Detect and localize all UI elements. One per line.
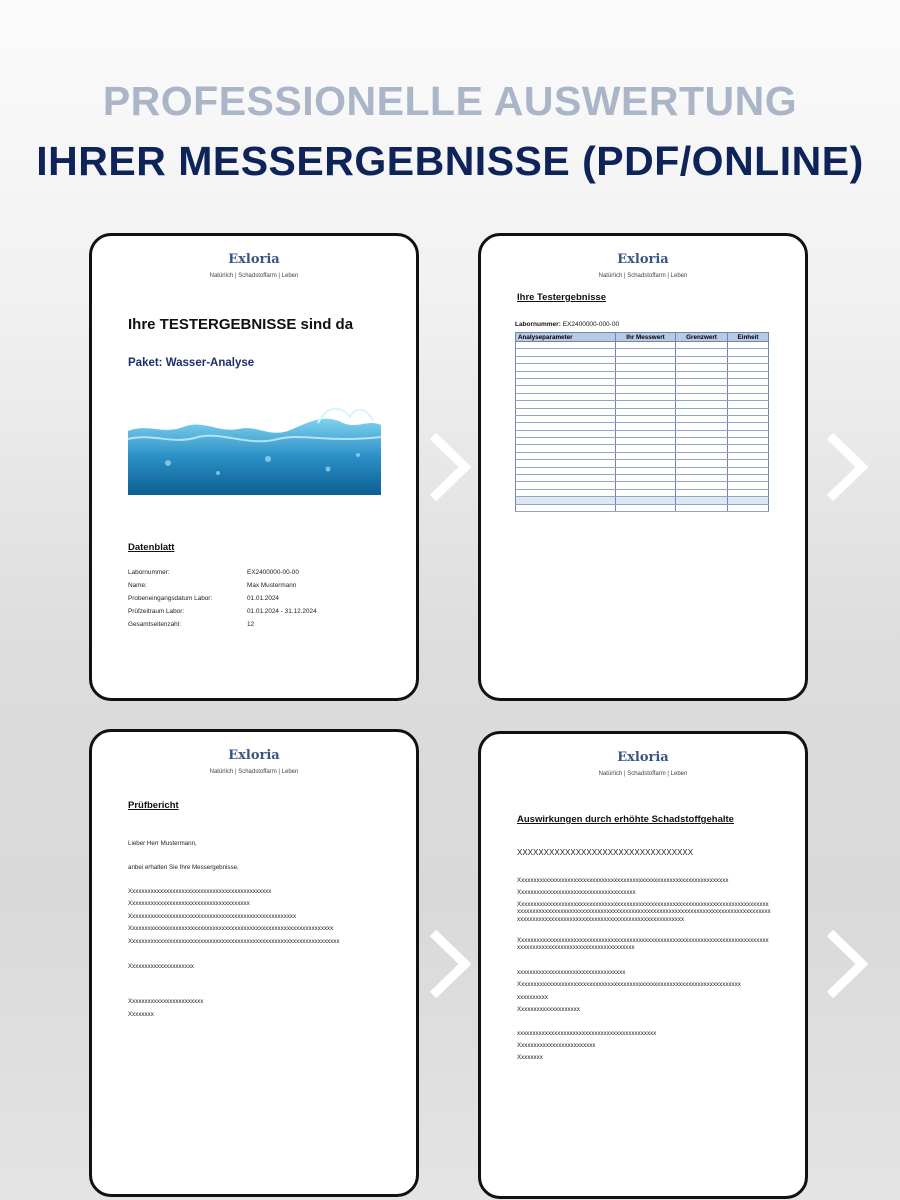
results-title: Ihre Testergebnisse <box>517 292 607 303</box>
table-cell <box>516 452 616 459</box>
table-cell <box>728 482 769 489</box>
table-cell <box>676 408 728 415</box>
table-row <box>516 475 769 482</box>
table-cell <box>728 386 769 393</box>
table-cell <box>616 497 676 504</box>
table-cell <box>616 423 676 430</box>
letter-closing: Xxxxxxxxxxxxxxxxxxxxxxxx <box>128 998 204 1005</box>
letter-signature: Xxxxxxxx <box>128 1011 154 1018</box>
table-cell <box>616 445 676 452</box>
effects-line: Xxxxxxxxxxxxxxxxxxxx <box>517 1006 580 1013</box>
brand-logo: Exloria <box>617 750 669 765</box>
table-cell <box>728 349 769 356</box>
chevron-right-icon <box>824 927 868 1001</box>
table-cell <box>728 504 769 511</box>
table-cell <box>616 438 676 445</box>
table-row <box>516 445 769 452</box>
letter-intro: anbei erhalten Sie Ihre Messergebnisse. <box>128 864 239 871</box>
table-cell <box>516 364 616 371</box>
table-cell <box>676 378 728 385</box>
table-cell <box>676 445 728 452</box>
table-cell <box>616 371 676 378</box>
letter-line: Xxxxxxxxxxxxxxxxxxxxxxxxxxxxxxxxxxxxxxxxxxxxxx <box>128 888 272 895</box>
report-page-letter <box>89 729 419 1197</box>
effects-paragraph: Xxxxxxxxxxxxxxxxxxxxxxxxxxxxxxxxxxxxxxxxxxxxxxxxxxxxxxxxxxxxxxxxxxxxxxxxxxxxxxxxxxxxxxxxxxxxxxxxxxxxxxxxxxxxxxxxxxxxxxxxxxxxxxxxxxxxxxxxxxxxxxxxxxxxxxxxxxxxxxxxxxxxxxxxxxxxxxxxxxxxxxxxxxxxxxxxxxxxxxxxxxxxxxxxxxxxxxxxx <box>517 901 771 923</box>
table-cell <box>676 364 728 371</box>
table-row <box>516 497 769 504</box>
effects-title: Auswirkungen durch erhöhte Schadstoffgehalte <box>517 814 734 825</box>
brand-tagline: Natürlich | Schadstoffarm | Leben <box>598 273 688 279</box>
effects-line: xxxxxxxxxx <box>517 994 548 1001</box>
table-cell <box>616 401 676 408</box>
chevron-right-icon <box>427 430 471 504</box>
table-cell <box>676 401 728 408</box>
table-cell <box>676 356 728 363</box>
table-row <box>516 356 769 363</box>
table-cell <box>516 342 616 349</box>
table-cell <box>676 452 728 459</box>
table-cell <box>616 349 676 356</box>
letter-greeting: Lieber Herr Mustermann, <box>128 840 197 847</box>
table-cell <box>516 497 616 504</box>
table-row <box>516 342 769 349</box>
letter-title: Prüfbericht <box>128 800 179 811</box>
table-row <box>516 371 769 378</box>
table-cell <box>616 460 676 467</box>
datasheet-title: Datenblatt <box>128 542 175 553</box>
table-cell <box>616 364 676 371</box>
table-cell <box>516 504 616 511</box>
report-page-results <box>478 233 808 701</box>
effects-heading: XXXXXXXXXXXXXXXXXXXXXXXXXXXXXXXXX <box>517 848 694 857</box>
effects-line: Xxxxxxxx <box>517 1054 543 1061</box>
table-row <box>516 401 769 408</box>
report-page-effects <box>478 731 808 1199</box>
table-cell <box>516 401 616 408</box>
table-cell <box>616 393 676 400</box>
table-header-row <box>516 333 769 342</box>
table-cell <box>616 408 676 415</box>
table-cell <box>516 408 616 415</box>
effects-line: Xxxxxxxxxxxxxxxxxxxxxxxxxxxxxxxxxxxxxxxxxxxxxxxxxxxxxxxxxxxxxxxxxxxxxxxx <box>517 981 741 988</box>
brand-logo: Exloria <box>617 252 669 267</box>
water-image <box>128 393 381 495</box>
datasheet-value: EX2400000-00-00 <box>247 569 299 576</box>
headline-line1: PROFESSIONELLE AUSWERTUNG <box>102 78 798 124</box>
table-cell <box>728 467 769 474</box>
table-cell <box>616 504 676 511</box>
table-cell <box>676 386 728 393</box>
table-cell <box>728 393 769 400</box>
chevron-right-icon <box>824 430 868 504</box>
table-cell <box>616 489 676 496</box>
effects-line: Xxxxxxxxxxxxxxxxxxxxxxxxx <box>517 1042 596 1049</box>
datasheet-value: 12 <box>247 621 255 628</box>
table-cell <box>728 452 769 459</box>
column-header: Ihr Messwert <box>616 333 676 342</box>
table-cell <box>676 460 728 467</box>
table-row <box>516 438 769 445</box>
table-cell <box>728 371 769 378</box>
effects-line: Xxxxxxxxxxxxxxxxxxxxxxxxxxxxxxxxxxxxxxxxxxxxxxxxxxxxxxxxxxxxxxxxxxxx <box>517 877 729 884</box>
letter-line: Xxxxxxxxxxxxxxxxxxxxxxxxxxxxxxxxxxxxxxxxxxxxxxxxxxxxxx <box>128 913 297 920</box>
table-cell <box>728 475 769 482</box>
table-row <box>516 467 769 474</box>
table-row <box>516 349 769 356</box>
table-row <box>516 378 769 385</box>
table-cell <box>516 356 616 363</box>
table-cell <box>516 475 616 482</box>
brand-logo: Exloria <box>228 252 280 267</box>
table-cell <box>676 423 728 430</box>
datasheet-label: Probeneingangsdatum Labor: <box>128 595 213 602</box>
effects-line: xxxxxxxxxxxxxxxxxxxxxxxxxxxxxxxxxxxxxxxxxxxxx <box>517 1030 657 1037</box>
table-cell <box>676 438 728 445</box>
table-row <box>516 482 769 489</box>
table-cell <box>616 378 676 385</box>
table-cell <box>616 467 676 474</box>
table-row <box>516 393 769 400</box>
table-cell <box>728 489 769 496</box>
table-cell <box>728 364 769 371</box>
table-row <box>516 408 769 415</box>
table-cell <box>728 445 769 452</box>
datasheet-label: Gesamtseitenzahl: <box>128 621 181 628</box>
table-cell <box>676 482 728 489</box>
headline-line2: IHRER MESSERGEBNISSE (PDF/ONLINE) <box>36 138 864 184</box>
table-cell <box>676 393 728 400</box>
table-cell <box>728 378 769 385</box>
table-cell <box>676 504 728 511</box>
table-cell <box>516 445 616 452</box>
table-row <box>516 364 769 371</box>
table-cell <box>676 349 728 356</box>
table-cell <box>616 475 676 482</box>
column-header: Analyseparameter <box>516 333 616 342</box>
table-cell <box>516 371 616 378</box>
table-cell <box>616 342 676 349</box>
table-cell <box>676 489 728 496</box>
letter-line: Xxxxxxxxxxxxxxxxxxxxxxxxxxxxxxxxxxxxxxx <box>128 900 250 907</box>
table-cell <box>728 401 769 408</box>
column-header: Grenzwert <box>676 333 728 342</box>
table-cell <box>616 356 676 363</box>
brand-tagline: Natürlich | Schadstoffarm | Leben <box>209 273 299 279</box>
letter-line: Xxxxxxxxxxxxxxxxxxxxxxxxxxxxxxxxxxxxxxxxxxxxxxxxxxxxxxxxxxxxxxxxxx <box>128 925 334 932</box>
table-cell <box>616 452 676 459</box>
cover-subtitle: Paket: Wasser-Analyse <box>128 357 255 369</box>
table-cell <box>516 438 616 445</box>
table-cell <box>728 430 769 437</box>
table-cell <box>616 415 676 422</box>
lab-number: Labornummer: EX2400000-000-00 <box>515 321 620 328</box>
datasheet-label: Prüfzeitraum Labor: <box>128 608 185 615</box>
datasheet-value: 01.01.2024 - 31.12.2024 <box>247 608 317 615</box>
table-cell <box>728 408 769 415</box>
table-cell <box>676 415 728 422</box>
table-row <box>516 452 769 459</box>
table-row <box>516 423 769 430</box>
table-cell <box>728 497 769 504</box>
brand-tagline: Natürlich | Schadstoffarm | Leben <box>209 769 299 775</box>
datasheet-value: 01.01.2024 <box>247 595 279 602</box>
table-cell <box>516 393 616 400</box>
table-cell <box>676 371 728 378</box>
table-cell <box>616 386 676 393</box>
table-cell <box>516 423 616 430</box>
effects-paragraph: Xxxxxxxxxxxxxxxxxxxxxxxxxxxxxxxxxxxxxxxxxxxxxxxxxxxxxxxxxxxxxxxxxxxxxxxxxxxxxxxxxxxxxxxxxxxxxxxxxxxxxxxxxxxxxxxxxxxxxxx <box>517 937 769 952</box>
letter-closing: Xxxxxxxxxxxxxxxxxxxxx <box>128 963 195 970</box>
table-cell <box>728 460 769 467</box>
table-cell <box>676 342 728 349</box>
effects-line: xxxxxxxxxxxxxxxxxxxxxxxxxxxxxxxxxxx <box>517 969 626 976</box>
cover-title: Ihre TESTERGEBNISSE sind da <box>128 316 354 333</box>
effects-line: Xxxxxxxxxxxxxxxxxxxxxxxxxxxxxxxxxxxxxx <box>517 889 636 896</box>
table-cell <box>516 378 616 385</box>
datasheet-value: Max Mustermann <box>247 582 297 589</box>
table-cell <box>728 423 769 430</box>
table-row <box>516 386 769 393</box>
report-page-cover <box>89 233 419 701</box>
table-cell <box>516 489 616 496</box>
column-header: Einheit <box>728 333 769 342</box>
table-cell <box>516 415 616 422</box>
table-cell <box>676 467 728 474</box>
table-row <box>516 504 769 511</box>
table-cell <box>516 386 616 393</box>
table-cell <box>516 482 616 489</box>
table-row <box>516 489 769 496</box>
chevron-right-icon <box>427 927 471 1001</box>
table-cell <box>676 497 728 504</box>
table-cell <box>516 430 616 437</box>
table-cell <box>516 467 616 474</box>
table-cell <box>516 460 616 467</box>
table-cell <box>728 342 769 349</box>
brand-logo: Exloria <box>228 748 280 763</box>
table-cell <box>676 430 728 437</box>
datasheet-label: Name: <box>128 582 147 589</box>
table-cell <box>616 430 676 437</box>
brand-tagline: Natürlich | Schadstoffarm | Leben <box>598 771 688 777</box>
table-row <box>516 415 769 422</box>
table-cell <box>728 415 769 422</box>
letter-line: Xxxxxxxxxxxxxxxxxxxxxxxxxxxxxxxxxxxxxxxxxxxxxxxxxxxxxxxxxxxxxxxxxxxx <box>128 938 340 945</box>
results-table <box>515 332 769 512</box>
table-cell <box>516 349 616 356</box>
table-cell <box>616 482 676 489</box>
table-row <box>516 460 769 467</box>
table-cell <box>728 438 769 445</box>
table-cell <box>676 475 728 482</box>
table-cell <box>728 356 769 363</box>
table-row <box>516 430 769 437</box>
datasheet-label: Labornummer: <box>128 569 170 576</box>
